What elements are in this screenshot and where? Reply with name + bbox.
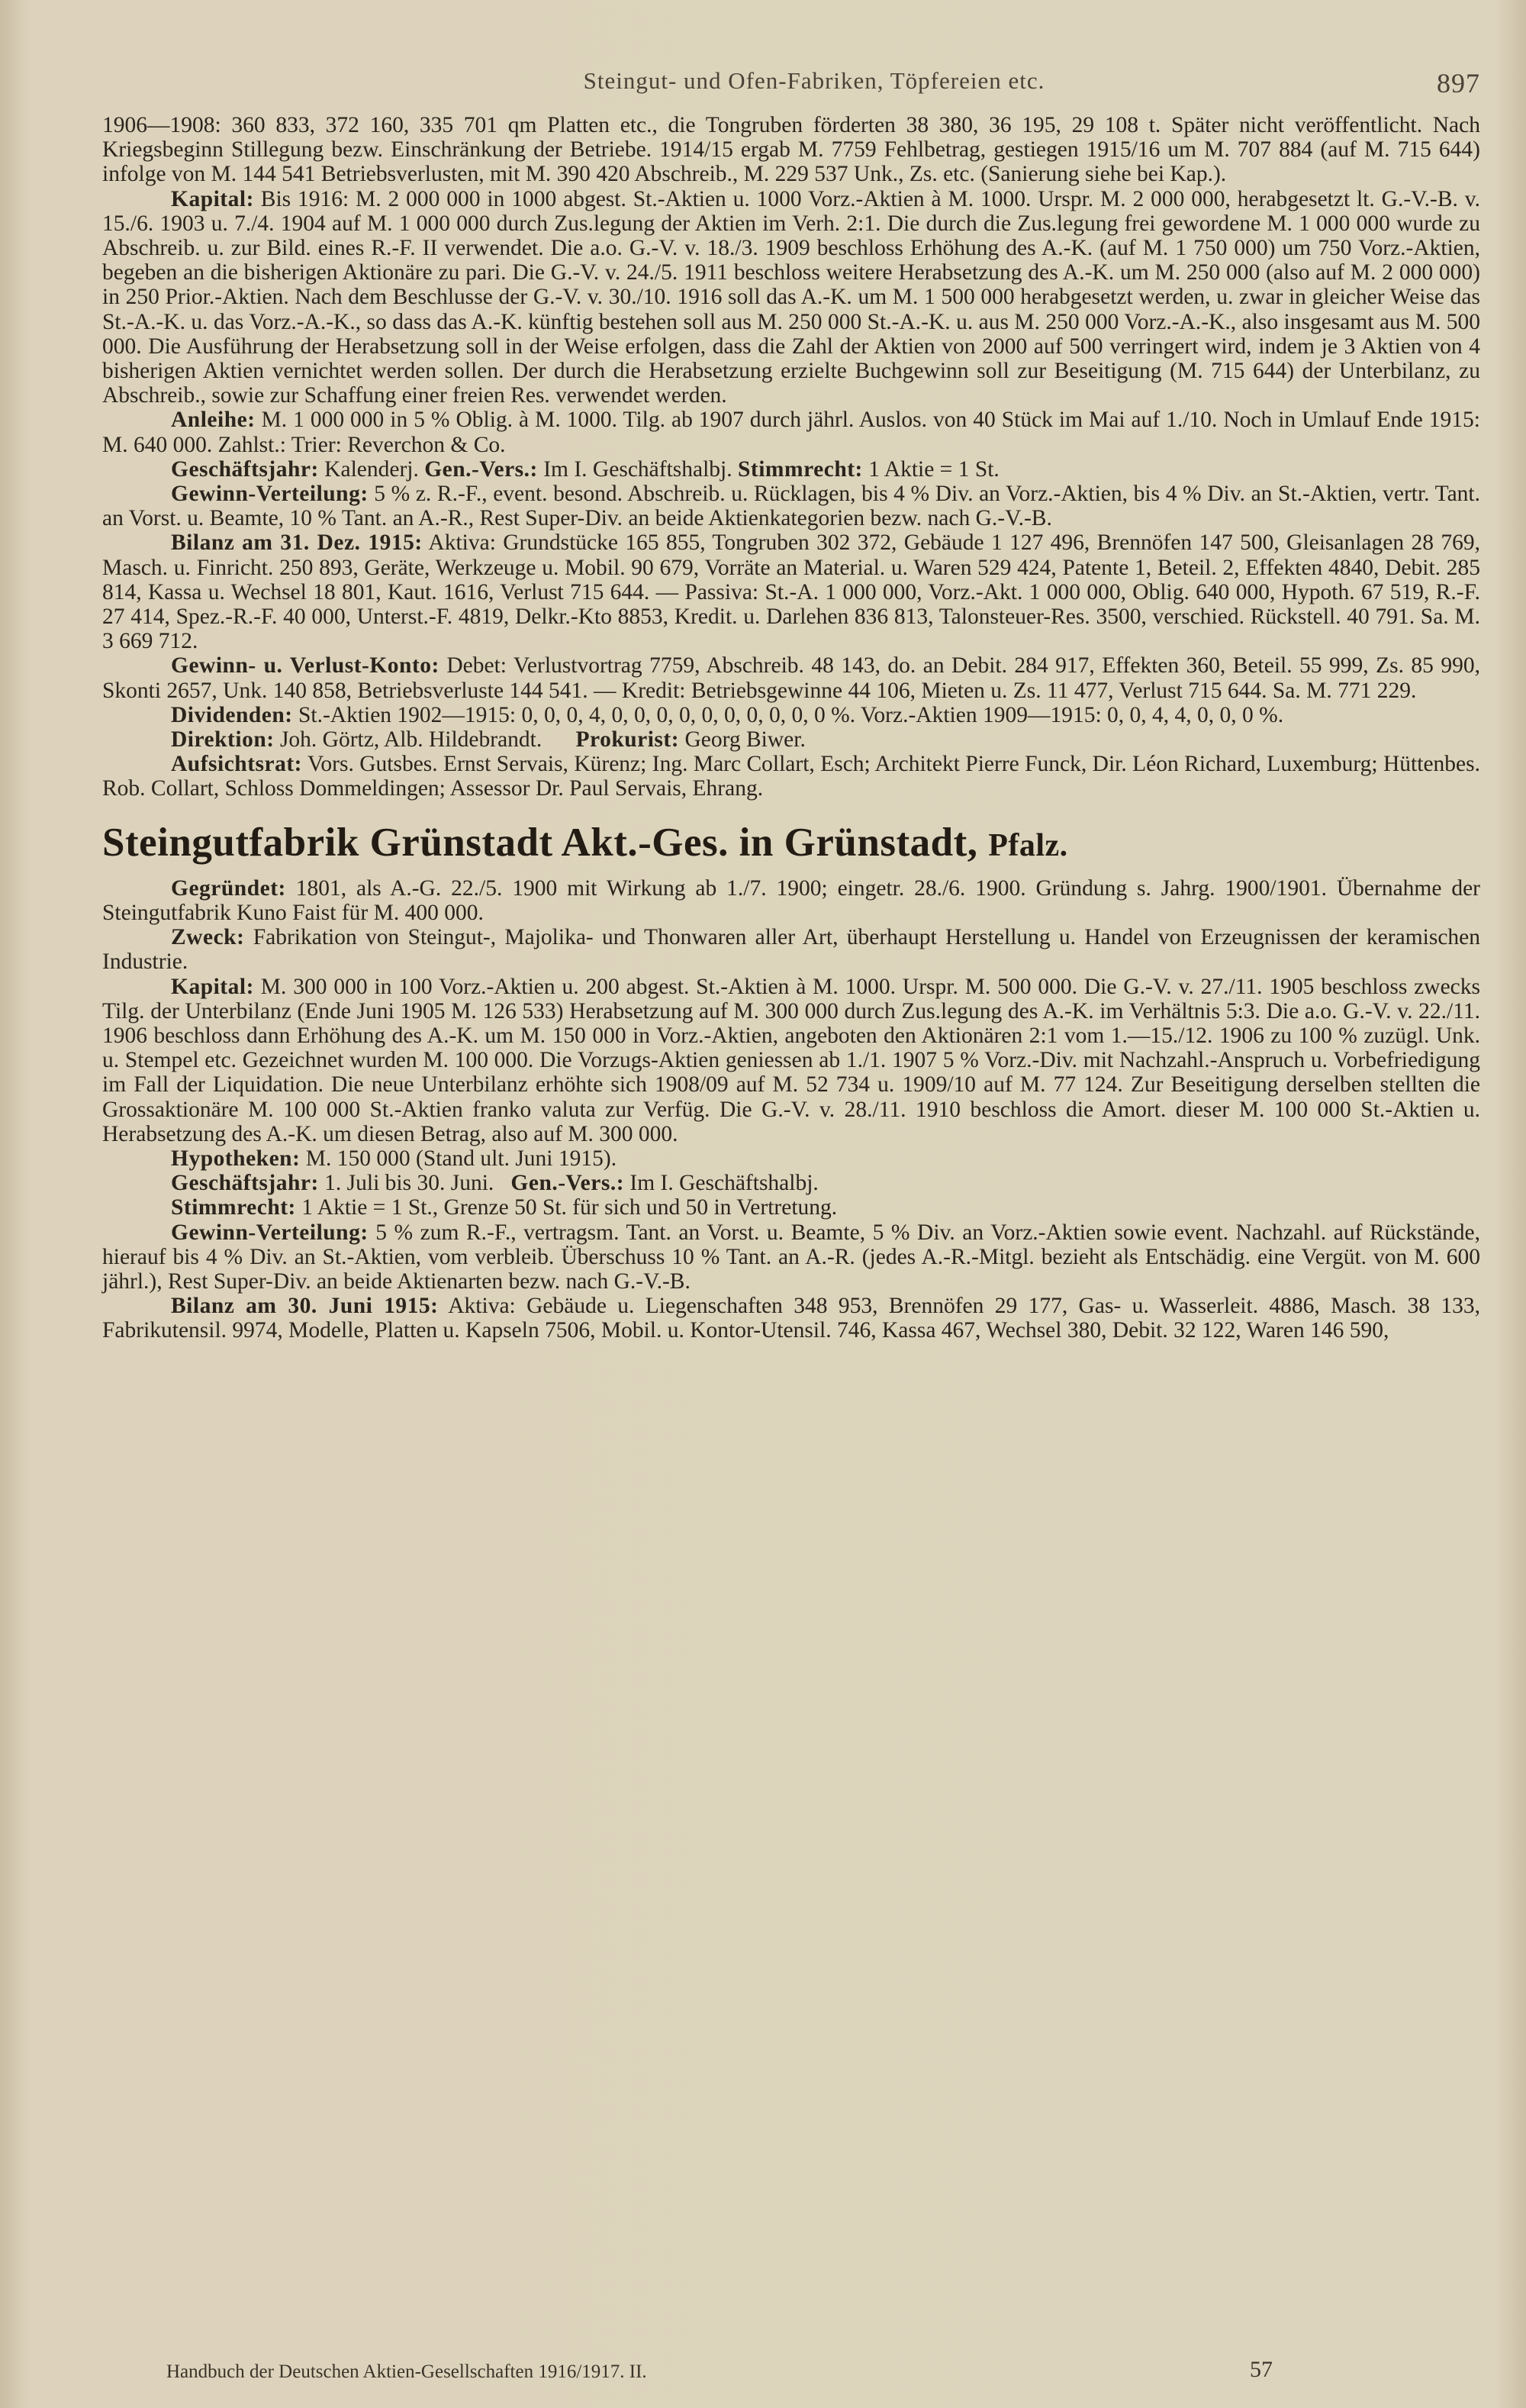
stimmrecht-text: 1 Aktie = 1 St., Grenze 50 St. für sich und 50 in Vertretung. (301, 1195, 838, 1220)
kapital-label: Kapital: (171, 186, 254, 211)
entry-stimmrecht (102, 1195, 1480, 1220)
company-heading (102, 820, 1480, 869)
gewinn-verteilung-label: Gewinn-Verteilung: (171, 482, 369, 507)
page-number: 897 (1437, 68, 1480, 98)
entry-kapital (102, 975, 1480, 1146)
kapital-text: Bis 1916: M. 2 000 000 in 1000 abgest. St.-Aktien u. 1000 Vorz.-Aktien à M. 1000. Urspr. M. 2 000 000, herabgesetzt lt. G.-V.-B. v. 15./6. 1903 u. 7./4. 1904 auf M. 1 000 000 durch Zus.legung der Aktien im Verh. 2:1. Die durch die Zus.legung frei gewordene M. 1 000 000 wurde zu Abschreib. u. zur Bild. eines R.-F. II verwendet. Die a.o. G.-V. v. 18./3. 1909 beschloss Erhöhung des A.-K. (auf M. 1 750 000) um 750 Vorz.-Aktien, begeben an die bisherigen Aktionäre zu pari. Die G.-V. v. 24./5. 1911 beschloss weitere Herabsetzung des A.-K. um M. 250 000 (also auf M. 2 000 000) in 250 Prior.-Aktien. Nach dem Beschlusse der G.-V. v. 30./10. 1916 soll das A.-K. um M. 1 500 000 herabgesetzt werden, u. zwar in gleicher Weise das St.-A.-K. u. das Vorz.-A.-K., so dass das A.-K. künftig bestehen soll aus M. 250 000 St.-A.-K. u. aus M. 250 000 Vorz.-A.-K., also insgesamt aus M. 500 000. Die Ausführung der Herabsetzung soll in der Weise erfolgen, dass die Zahl der Aktien von 2000 auf 500 verringert wird, indem je 3 Aktien von 4 bisherigen Aktien vernichtet werden sollen. Der durch die Herabsetzung erzielte Buchgewinn soll zur Beseitigung (M. 715 644) der Unterbilanz, zu Abschreib., sowie zur Schaffung einer freien Res. verwendet werden. (102, 186, 1480, 408)
guv-label: Gewinn- u. Verlust-Konto: (171, 653, 439, 679)
footer-signature: 57 (1250, 2357, 1273, 2382)
geschaeftsjahr-text: 1. Juli bis 30. Juni. (324, 1171, 494, 1196)
gen-vers-label: Gen.-Vers.: (510, 1171, 625, 1196)
geschaeftsjahr-label: Geschäftsjahr: (171, 456, 319, 482)
gewinn-verteilung-label: Gewinn-Verteilung: (171, 1220, 369, 1245)
running-head (102, 67, 1480, 113)
hypotheken-text: M. 150 000 (Stand ult. Juni 1915). (305, 1146, 617, 1171)
gewinn-verteilung-text: 5 % z. R.-F., event. besond. Abschreib. u. Rücklagen, bis 4 % Div. an Vorz.-Aktien, bis 4 % Div. an St.-Aktien, vertr. Tant. an Vorst. u. Beamte, 10 % Tant. an A.-R., Rest Super-Div. an beide Aktienkategorien bezw. nach G.-V.-B. (102, 482, 1481, 531)
entry-direktion (102, 727, 1480, 752)
gen-vers-label: Gen.-Vers.: (424, 456, 538, 482)
zweck-label: Zweck: (171, 925, 245, 950)
dividenden-label: Dividenden: (171, 702, 293, 727)
company-entry (102, 876, 1480, 1343)
running-head-title: Steingut- und Ofen-Fabriken, Töpfereien etc. (583, 67, 1045, 94)
kapital-label: Kapital: (171, 974, 254, 999)
gewinn-verteilung-text: 5 % zum R.-F., vertragsm. Tant. an Vorst. u. Beamte, 5 % Div. an Vorz.-Aktien sowie event. Nachzahl. auf Rückstände, hierauf bis 4 % Div. an St.-Aktien, vom verbleib. Überschuss 10 % Tant. an A.-R. (jedes A.-R.-Mitgl. bezieht als Entschädig. eine Vergüt. von M. 600 jährl.), Rest Super-Div. an beide Aktienarten bezw. nach G.-V.-B. (102, 1220, 1481, 1294)
company-name: Steingutfabrik Grünstadt Akt.-Ges. in Grünstadt, (102, 820, 978, 865)
dividenden-text: St.-Aktien 1902—1915: 0, 0, 0, 4, 0, 0, 0, 0, 0, 0, 0, 0, 0, 0 %. Vorz.-Aktien 1909—1915: 0, 0, 4, 4, 0, 0, 0 %. (298, 702, 1284, 727)
page-footer (166, 2357, 1311, 2383)
gegruendet-text: 1801, als A.-G. 22./5. 1900 mit Wirkung ab 1./7. 1900; eingetr. 28./6. 1900. Gründung s. Jahrg. 1900/1901. Übernahme der Steingutfabrik Kuno Faist für M. 400 000. (102, 875, 1481, 925)
previous-company-entry (102, 113, 1480, 801)
prokurist-text: Georg Biwer. (684, 727, 806, 753)
geschaeftsjahr-text: Kalenderj. (324, 456, 419, 482)
aufsichtsrat-text: Vors. Gutsbes. Ernst Servais, Kürenz; Ing. Marc Collart, Esch; Architekt Pierre Funck, Dir. Léon Richard, Luxemburg; Hüttenbes. Rob. Collart, Schloss Dommeldingen; Assessor Dr. Paul Servais, Ehrang. (102, 752, 1480, 801)
prokurist-label: Prokurist: (575, 727, 680, 753)
direktion-label: Direktion: (171, 727, 275, 753)
stimmrecht-text: 1 Aktie = 1 St. (868, 456, 1000, 482)
entry-gewinn-verteilung (102, 482, 1480, 530)
gen-vers-text: Im I. Geschäftshalbj. (543, 456, 732, 482)
entry-geschaeftsjahr (102, 457, 1480, 482)
guv-text: Debet: Verlustvortrag 7759, Abschreib. 48 143, do. an Debit. 284 917, Effekten 360, Beteil. 55 999, Zs. 85 990, Skonti 2657, Unk. 140 858, Betriebsverluste 144 541. — Kredit: Betriebsgewinne 44 106, Mieten u. Zs. 11 477, Verlust 715 644. Sa. M. 771 229. (102, 653, 1481, 703)
gen-vers-text: Im I. Geschäftshalbj. (629, 1171, 819, 1196)
entry-anleihe (102, 408, 1480, 456)
kapital-text: M. 300 000 in 100 Vorz.-Aktien u. 200 abgest. St.-Aktien à M. 1000. Urspr. M. 500 000. Die G.-V. v. 27./11. 1905 beschloss zwecks Tilg. der Unterbilanz (Ende Juni 1905 M. 126 533) Herabsetzung auf M. 300 000 durch Zus.legung des A.-K. im Verhältnis 5:3. Die a.o. G.-V. v. 22./11. 1906 beschloss dann Erhöhung des A.-K. um M. 150 000 in Vorz.-Aktien, angeboten den Aktionären 2:1 vom 1.—15./12. 1906 zu 100 % zuzügl. Unk. u. Stempel etc. Gezeichnet wurden M. 100 000. Die Vorzugs-Aktien geniessen ab 1./1. 1907 5 % Vorz.-Div. mit Nachzahl.-Anspruch u. Vorbefriedigung im Fall der Liquidation. Die neue Unterbilanz erhöhte sich 1908/09 auf M. 52 734 u. 1909/10 auf M. 77 124. Zur Beseitigung derselben stellten die Grossaktionäre M. 100 000 St.-Aktien franko valuta zur Verfüg. Die G.-V. v. 28./11. 1910 beschloss die Amort. dieser M. 100 000 St.-Aktien u. Herabsetzung des A.-K. um diesen Betrag, also auf M. 300 000. (102, 974, 1481, 1146)
gegruendet-label: Gegründet: (171, 875, 286, 901)
company-place: Pfalz. (988, 827, 1068, 863)
aufsichtsrat-label: Aufsichtsrat: (171, 752, 303, 777)
entry-kapital (102, 187, 1480, 408)
footer-book-title: Handbuch der Deutschen Aktien-Gesellschaften 1916/1917. II. (166, 2361, 647, 2382)
entry-zweck (102, 925, 1480, 974)
bilanz-text: Aktiva: Gebäude u. Liegenschaften 348 953, Brennöfen 29 177, Gas- u. Wasserleit. 4886, Masch. 38 133, Fabrikutensil. 9974, Modelle, Platten u. Kapseln 7506, Mobil. u. Kontor-Utensil. 746, Kassa 467, Wechsel 380, Debit. 32 122, Waren 146 590, (102, 1294, 1480, 1343)
bilanz-label: Bilanz am 31. Dez. 1915: (171, 530, 423, 556)
bilanz-text: Aktiva: Grundstücke 165 855, Tongruben 302 372, Gebäude 1 127 496, Brennöfen 147 500, Gleisanlagen 28 769, Masch. u. Finricht. 250 893, Geräte, Werkzeuge u. Mobil. 90 679, Vorräte an Material. u. Waren 529 424, Patente 1, Beteil. 2, Effekten 4840, Debit. 285 814, Kassa u. Wechsel 18 801, Kaut. 1616, Verlust 715 644. — Passiva: St.-A. 1 000 000, Vorz.-Akt. 1 000 000, Oblig. 640 000, Hypoth. 67 519, R.-F. 27 414, Spez.-R.-F. 40 000, Unterst.-F. 4819, Delkr.-Kto 8853, Kredit. u. Darlehen 836 813, Talonsteuer-Res. 3500, verschied. Rückstell. 40 791. Sa. M. 3 669 712. (102, 530, 1480, 654)
anleihe-text: M. 1 000 000 in 5 % Oblig. à M. 1000. Tilg. ab 1907 durch jährl. Auslos. von 40 Stück im Mai auf 1./10. Noch in Umlauf Ende 1915: M. 640 000. Zahlst.: Trier: Reverchon & Co. (102, 408, 1480, 457)
entry-bilanz (102, 530, 1480, 653)
entry-hypotheken (102, 1146, 1480, 1171)
zweck-text: Fabrikation von Steingut-, Majolika- und Thonwaren aller Art, überhaupt Herstellung u. Handel von Erzeugnissen der keramischen Industrie. (102, 925, 1481, 975)
hypotheken-label: Hypotheken: (171, 1146, 301, 1171)
direktion-text: Joh. Görtz, Alb. Hildebrandt. (279, 727, 542, 753)
stimmrecht-label: Stimmrecht: (738, 456, 863, 482)
entry-gegruendet (102, 876, 1480, 925)
entry-geschaeftsjahr (102, 1171, 1480, 1195)
entry-aufsichtsrat (102, 752, 1480, 801)
stimmrecht-label: Stimmrecht: (171, 1195, 296, 1220)
entry-intro: 1906—1908: 360 833, 372 160, 335 701 qm Platten etc., die Tongruben förderten 38 380, 36 195, 29 108 t. Später nicht veröffentlicht. Nach Kriegsbeginn Stillegung bezw. Einschränkung der Betriebe. 1914/15 ergab M. 7759 Fehlbetrag, gestiegen 1915/16 um M. 707 884 (auf M. 715 644) infolge von M. 144 541 Betriebsverlusten, mit M. 390 420 Abschreib., M. 229 537 Unk., Zs. etc. (Sanierung siehe bei Kap.). (102, 113, 1480, 187)
entry-gewinn-verteilung (102, 1220, 1480, 1294)
entry-dividenden (102, 703, 1480, 727)
bilanz-label: Bilanz am 30. Juni 1915: (171, 1294, 439, 1319)
entry-gewinn-verlust-konto (102, 653, 1480, 702)
anleihe-label: Anleihe: (171, 408, 256, 433)
entry-bilanz (102, 1294, 1480, 1343)
geschaeftsjahr-label: Geschäftsjahr: (171, 1171, 319, 1196)
